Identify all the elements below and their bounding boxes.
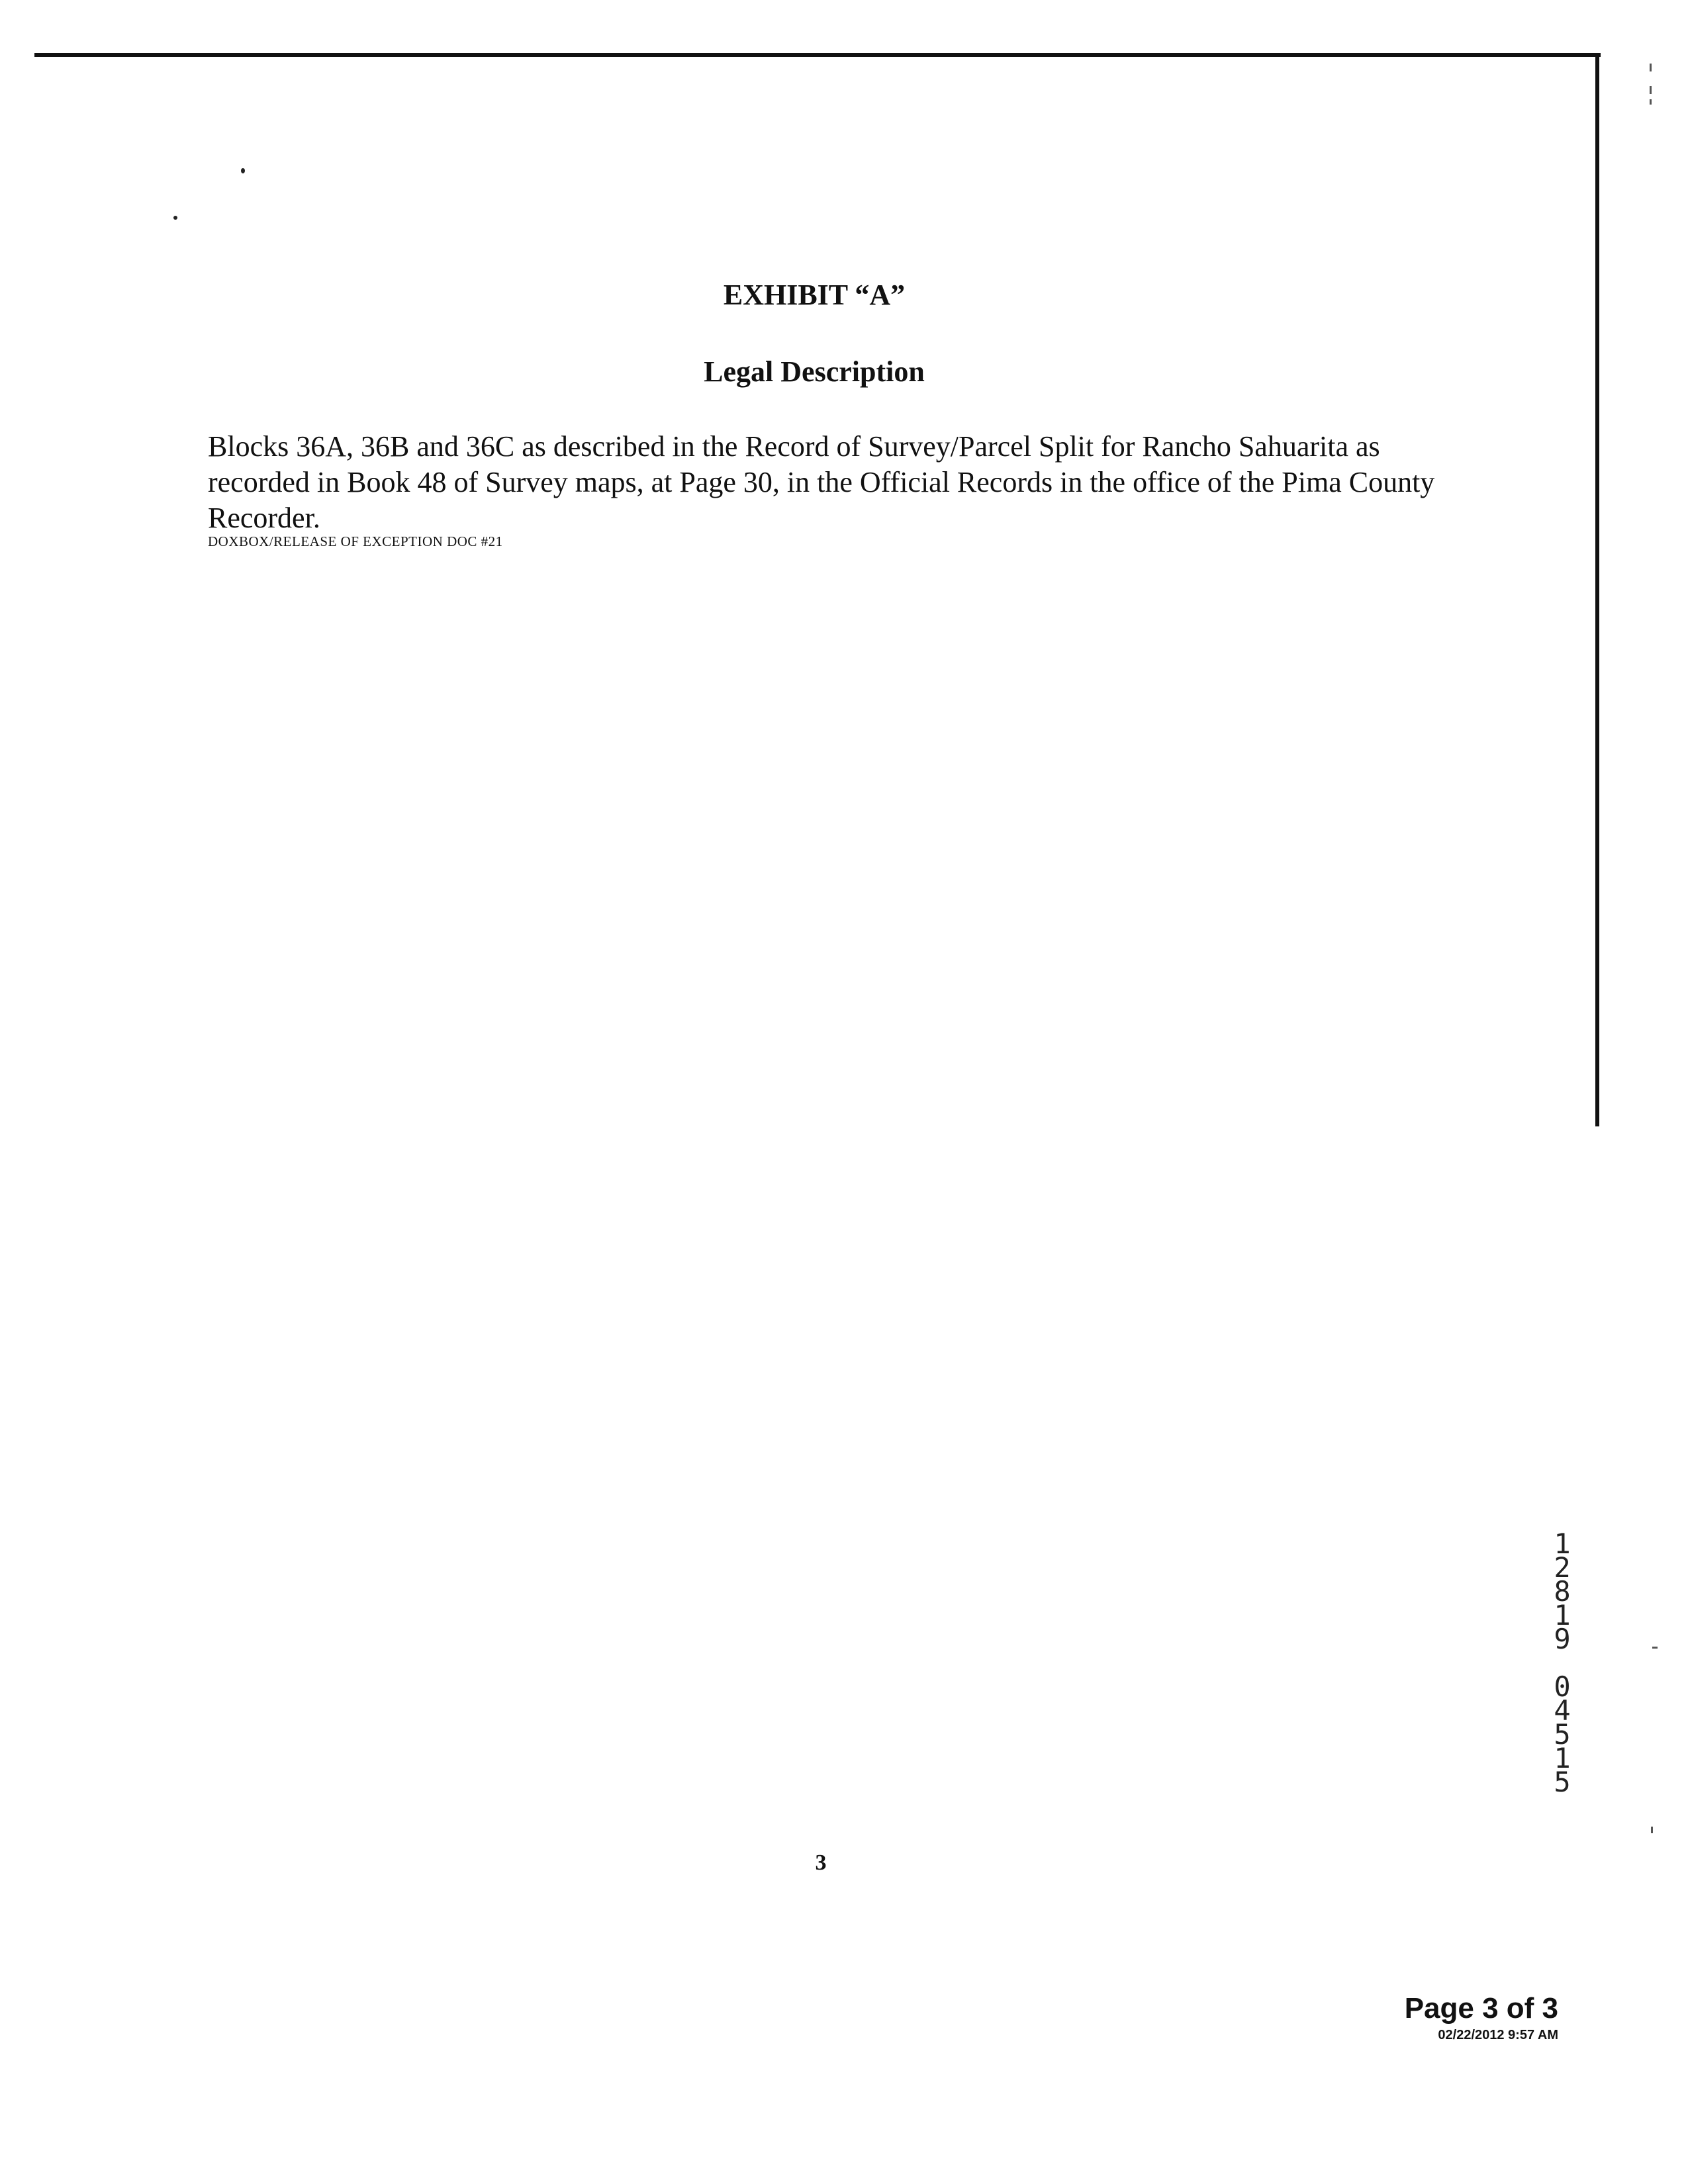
right-border-line	[1595, 53, 1599, 1126]
scan-edge-mark	[1652, 1647, 1658, 1649]
top-border-line	[34, 53, 1601, 57]
recording-digit: 8	[1554, 1575, 1571, 1608]
scan-speck	[173, 216, 177, 220]
exhibit-title: EXHIBIT “A”	[723, 279, 906, 311]
scan-edge-mark	[1650, 99, 1652, 105]
scan-edge-mark	[1650, 86, 1652, 94]
footer-page-label: Page 3 of 3	[1404, 1992, 1558, 2025]
footer-timestamp: 02/22/2012 9:57 AM	[1438, 2028, 1558, 2042]
scan-speck	[241, 168, 245, 173]
recording-digit: 5	[1554, 1718, 1571, 1751]
recording-digit: 5	[1554, 1766, 1571, 1798]
recording-digit: 4	[1554, 1694, 1571, 1727]
recording-digit: 1	[1554, 1742, 1571, 1774]
recording-digit: 9	[1554, 1623, 1571, 1655]
recording-digit: 1	[1554, 1599, 1571, 1631]
recording-digit: 0	[1554, 1670, 1571, 1703]
scan-edge-mark	[1650, 64, 1652, 71]
recording-digit: 1	[1554, 1527, 1571, 1560]
legal-description-text: Blocks 36A, 36B and 36C as described in the Record of Survey/Parcel Split for Rancho Sahuarita as recorded in Book 48 of Survey maps, at Page 30, in the Official Records in the office of the Pima County Recorder.	[208, 430, 1435, 534]
legal-description-heading: Legal Description	[704, 355, 925, 388]
recording-digit: 2	[1554, 1551, 1571, 1584]
scan-edge-mark	[1651, 1827, 1653, 1833]
file-reference: DOXBOX/RELEASE OF EXCEPTION DOC #21	[208, 533, 503, 549]
page-number: 3	[815, 1850, 827, 1875]
recording-number	[1542, 1527, 1582, 1798]
